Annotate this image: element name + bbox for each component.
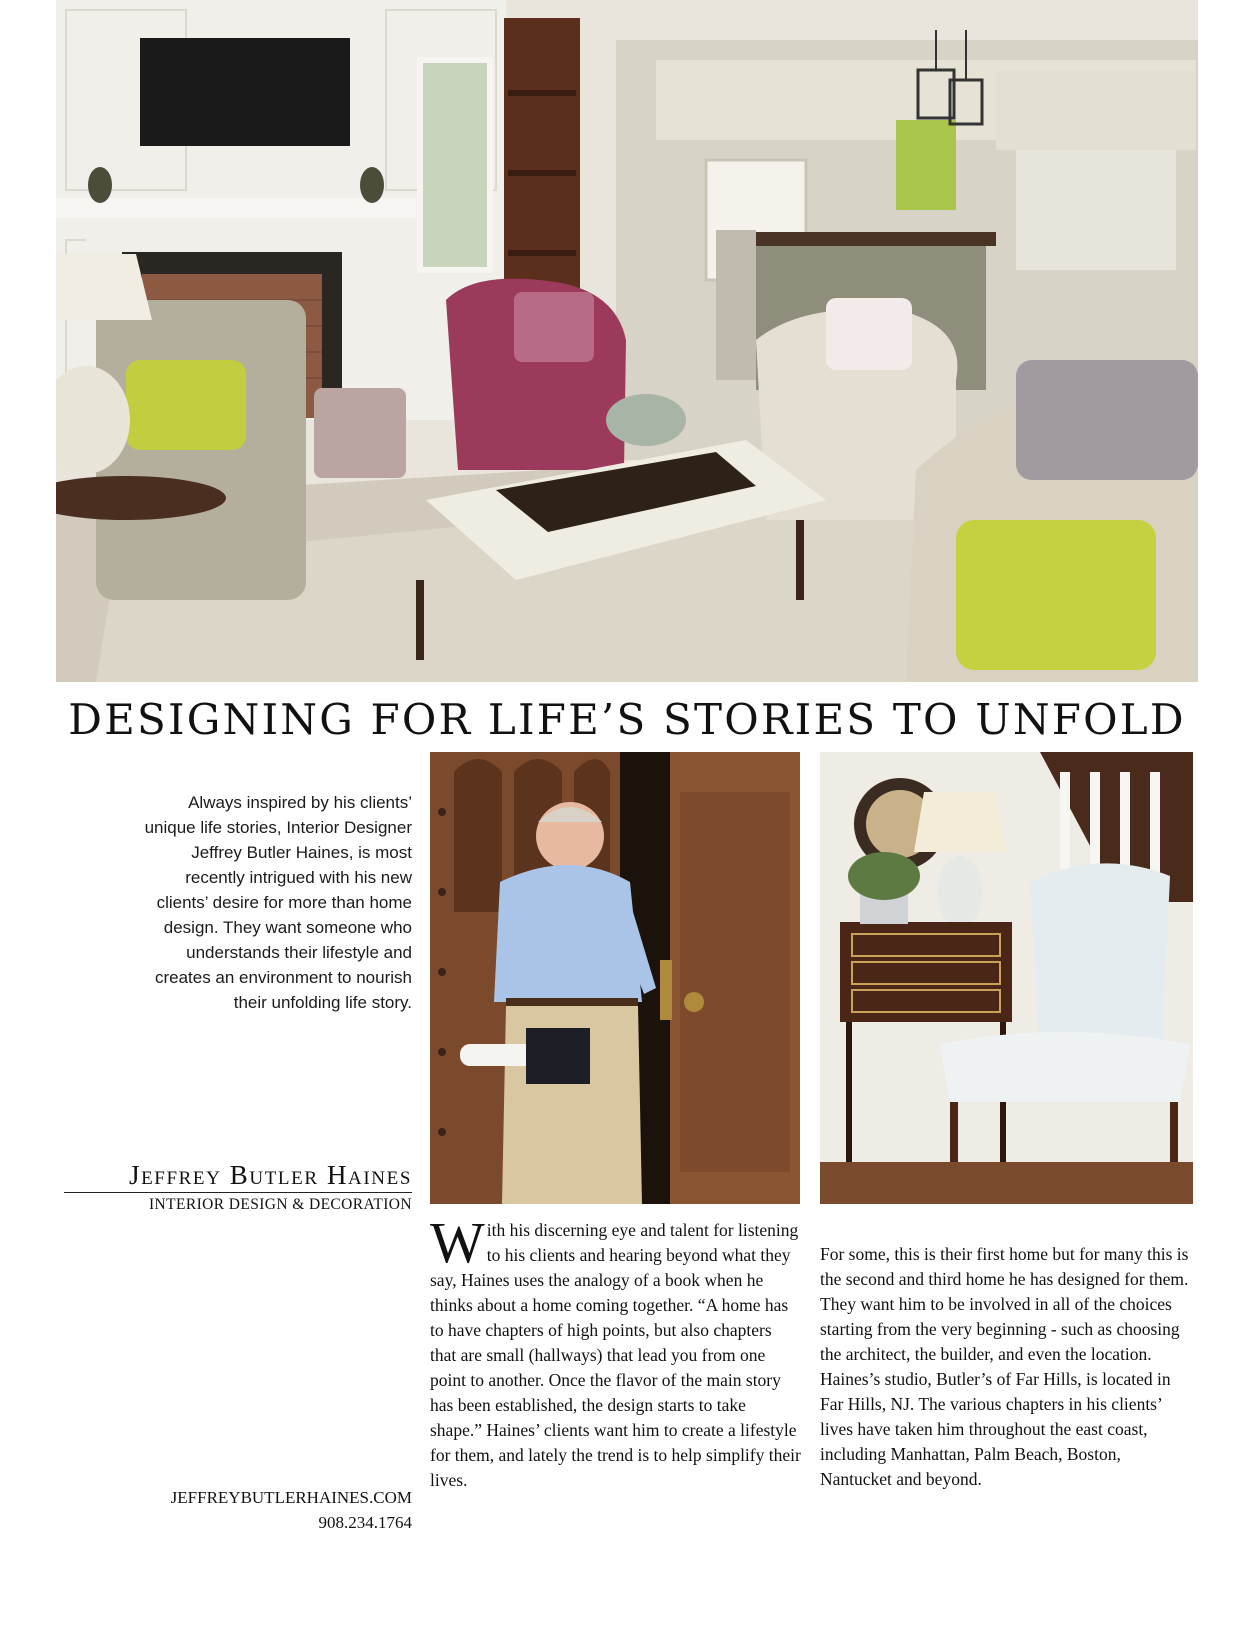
brand-name: Jeffrey Butler Haines [128,1160,412,1190]
headline: DESIGNING FOR LIFE’S STORIES TO UNFOLD [68,695,1186,744]
drop-cap: W [430,1210,485,1275]
living-room-illustration [56,0,1198,682]
article-column-left-text: ith his discerning eye and talent for listening to his clients and hearing beyond what they say, Haines uses the analogy of a book when he thinks about a home coming together. “A home has to have chapters of high points, but also chapters that are small (hallways) that lead you from one point to another. Once the flavor of the main story has been established, the design starts to take shape.” Haines’ clients want him to create a lifestyle for them, and lately the trend is to help simplify their lives. [430,1220,801,1490]
brand-divider [64,1192,412,1193]
foyer-photo [820,752,1193,1204]
portrait-illustration [430,752,800,1204]
brand-tagline: INTERIOR DESIGN & DECORATION [148,1196,412,1213]
article-column-right: For some, this is their first home but for many this is the second and third home he has designed for them. They want him to be involved in all of the choices starting from the very beginning - such as choosing the architect, the builder, and even the location. Haines’s studio, Butler’s of Far Hills, is located in Far Hills, NJ. The various chapters in his clients’ lives have taken him throughout the east coast, including Manhattan, Palm Beach, Boston, Nantucket and beyond. [820,1244,1189,1489]
foyer-illustration [820,752,1193,1204]
article-column-left [430,1210,802,1493]
phone-number: 908.234.1764 [318,1513,412,1532]
designer-portrait-photo [430,752,800,1204]
website-link[interactable]: JEFFREYBUTLERHAINES.COM [170,1488,412,1507]
hero-living-room-photo [56,0,1198,682]
intro-paragraph: Always inspired by his clients’ unique life stories, Interior Designer Jeffrey Butler Haines, is most recently intrigued with his new clients’ desire for more than home design. They want someone who understands their lifestyle and creates an environment to nourish their unfolding life story. [144,793,412,1012]
